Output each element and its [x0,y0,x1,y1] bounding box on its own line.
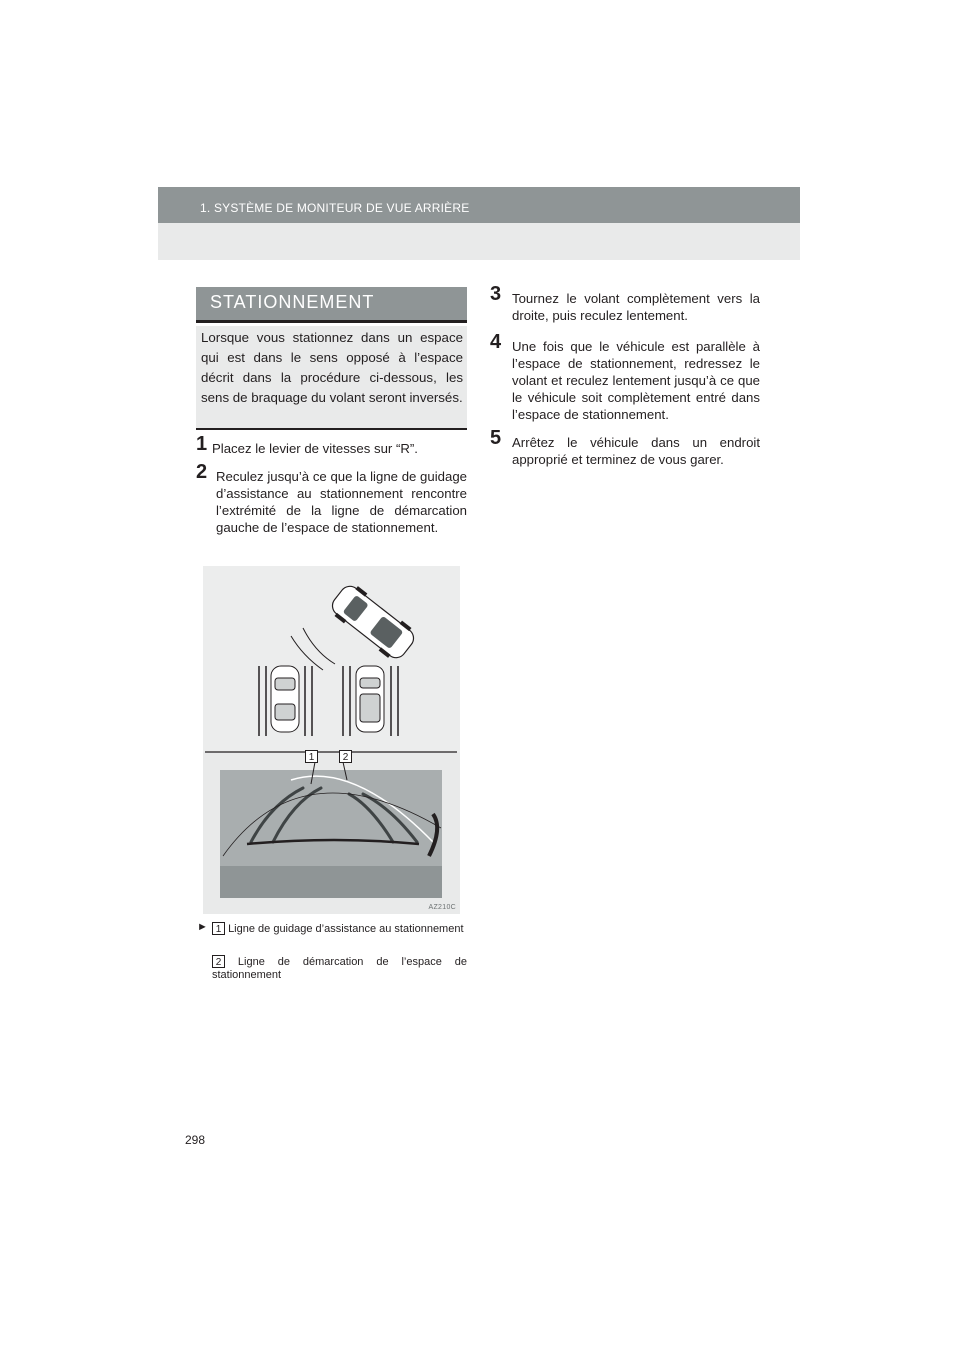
legend-number: 1 [212,922,225,935]
page-number: 298 [185,1133,206,1147]
figure-code: AZ210C [428,904,456,911]
step-number: 3 [490,283,502,305]
figure-callout-1: 1 [305,750,318,763]
step-number: 5 [490,427,502,449]
legend-item-2 [212,955,467,982]
section-title: STATIONNEMENT [210,292,375,312]
note-box: Lorsque vous stationnez dans un espace qui est dans le sens opposé à l’espace décrit dans la procédure ci-dessous, les sens de braquage du volant seront inversés. [196,326,467,430]
step-5 [490,427,760,468]
step-3 [490,283,760,324]
legend-text: Ligne de démarcation de l’espace de stationnement [212,956,467,981]
step-text: Une fois que le véhicule est parallèle à l’espace de stationnement, redressez le volant et reculez lentement jusqu’à ce que le véhicule soit complètement entré dans l’espace de stationnement. [512,339,760,422]
parking-illustration [203,566,460,914]
step-text: Placez le levier de vitesses sur “R”. [212,441,418,456]
figure-callout-2: 2 [339,750,352,763]
step-number: 2 [196,461,208,483]
header-band-lower [158,223,800,260]
legend-arrow-icon: ► [197,921,208,933]
chapter-title: 1. SYSTÈME DE MONITEUR DE VUE ARRIÈRE [200,201,470,215]
step-2 [196,461,467,536]
step-text: Reculez jusqu’à ce que la ligne de guidage d’assistance au stationnement rencontre l’extrémité de la ligne de démarcation gauche de l’espace de stationnement. [216,469,467,535]
step-number: 4 [490,331,502,353]
step-4 [490,331,760,423]
parked-car-left [271,666,299,732]
step-text: Arrêtez le véhicule dans un endroit approprié et terminez de vous garer. [512,435,760,467]
legend-number: 2 [212,955,225,968]
parking-diagram [203,566,460,914]
step-text: Tournez le volant complètement vers la droite, puis reculez lentement. [512,291,760,323]
parked-car-right [356,666,384,732]
legend-item-1 [212,922,467,936]
section-title-box [196,287,467,323]
legend-text: Ligne de guidage d’assistance au stationnement [228,923,464,935]
step-1 [196,433,467,457]
step-number: 1 [196,433,208,455]
